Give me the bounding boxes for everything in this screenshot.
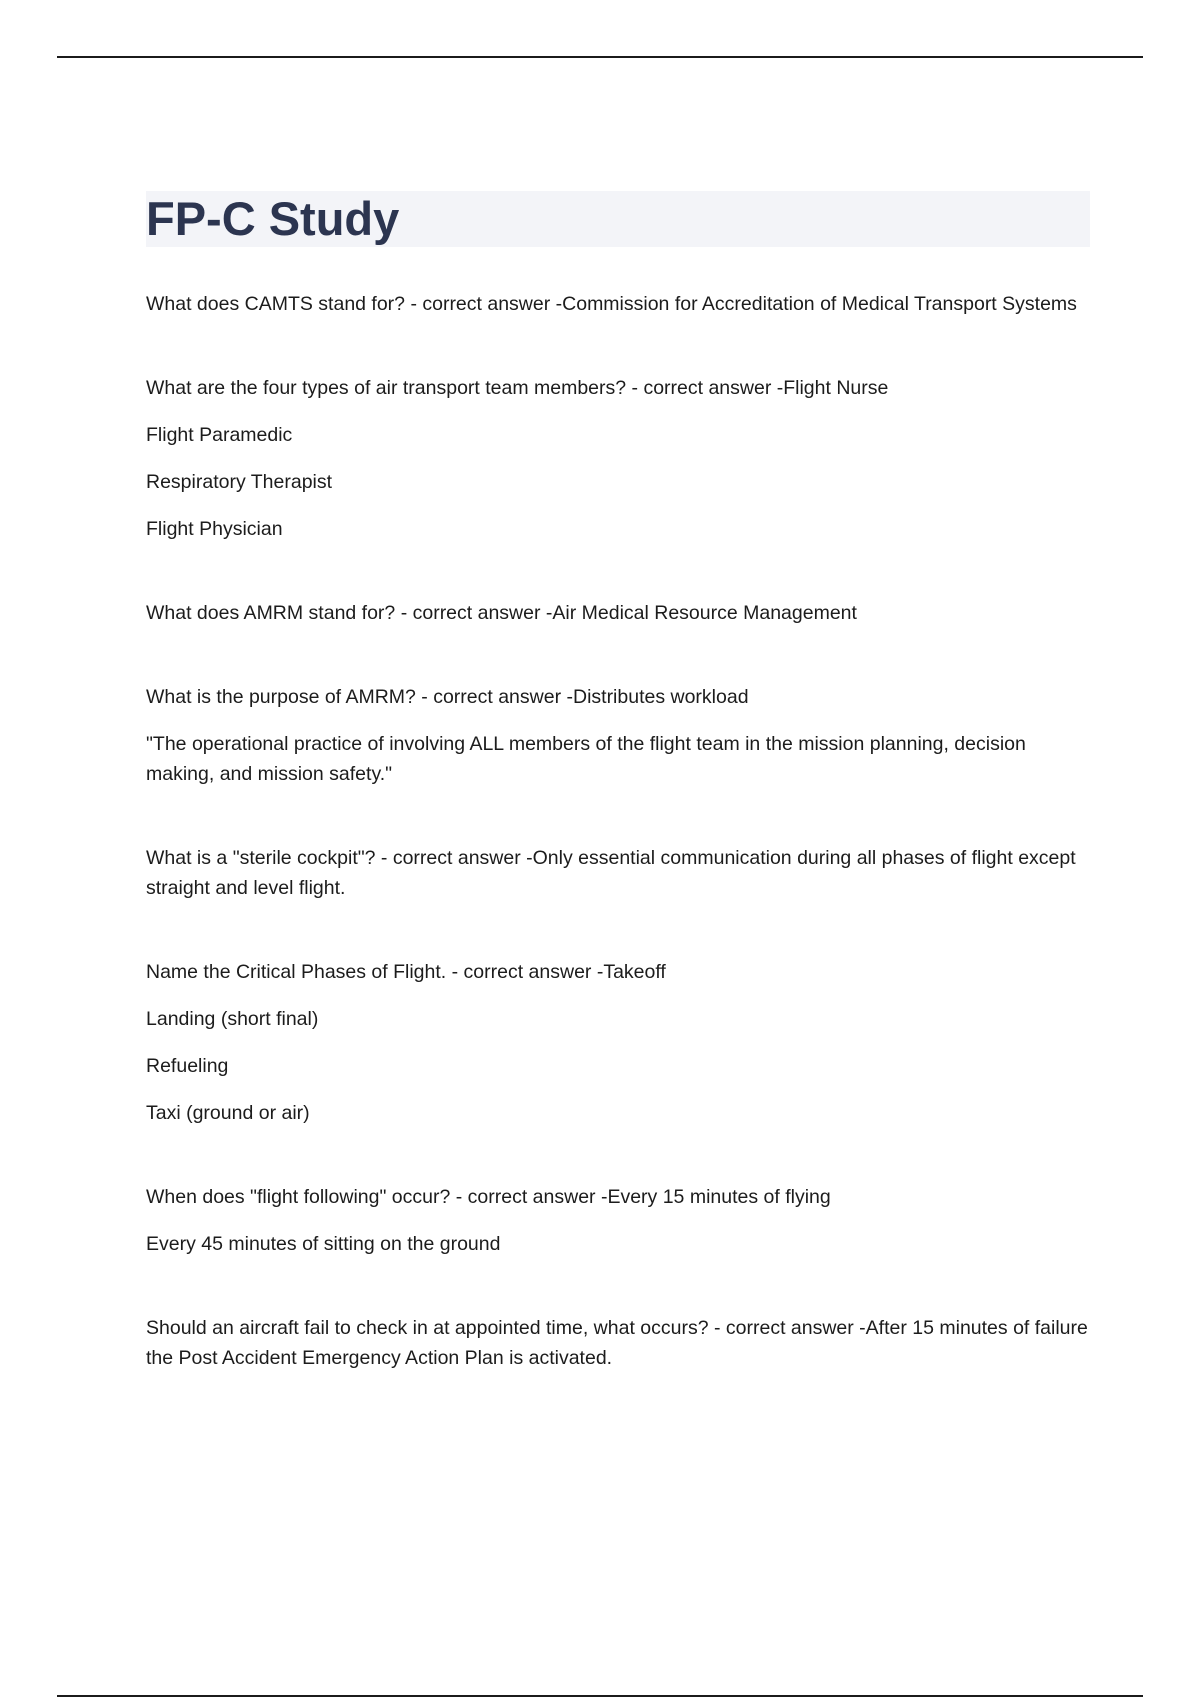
qa-line: Respiratory Therapist bbox=[146, 471, 333, 493]
qa-line: Name the Critical Phases of Flight. - correct answer -Takeoff bbox=[146, 961, 666, 983]
top-divider bbox=[57, 56, 1143, 58]
qa-item bbox=[146, 1313, 1090, 1373]
qa-line: Flight Physician bbox=[146, 518, 283, 540]
qa-line: Taxi (ground or air) bbox=[146, 1102, 310, 1124]
qa-item bbox=[146, 843, 1090, 903]
qa-item bbox=[146, 957, 1090, 1128]
document-body bbox=[146, 191, 1090, 1427]
qa-item bbox=[146, 289, 1090, 319]
qa-line: Refueling bbox=[146, 1055, 229, 1077]
qa-line: "The operational practice of involving ALL members of the flight team in the mission planning, decision making, and mission safety." bbox=[146, 733, 1026, 785]
qa-item bbox=[146, 598, 1090, 628]
title-banner bbox=[146, 191, 1090, 247]
qa-item bbox=[146, 373, 1090, 544]
qa-line: Should an aircraft fail to check in at appointed time, what occurs? - correct answer -After 15 minutes of failure the Post Accident Emergency Action Plan is activated. bbox=[146, 1317, 1088, 1369]
qa-line: What are the four types of air transport team members? - correct answer -Flight Nurse bbox=[146, 377, 889, 399]
qa-line: What does AMRM stand for? - correct answer -Air Medical Resource Management bbox=[146, 602, 857, 624]
page-title: FP-C Study bbox=[146, 192, 400, 245]
qa-line: Landing (short final) bbox=[146, 1008, 319, 1030]
qa-item bbox=[146, 1182, 1090, 1259]
qa-line: What is a "sterile cockpit"? - correct answer -Only essential communication during all phases of flight except straight and level flight. bbox=[146, 847, 1076, 899]
bottom-divider bbox=[57, 1695, 1143, 1697]
qa-line: When does "flight following" occur? - correct answer -Every 15 minutes of flying bbox=[146, 1186, 831, 1208]
qa-item bbox=[146, 682, 1090, 789]
qa-line: What does CAMTS stand for? - correct answer -Commission for Accreditation of Medical Transport Systems bbox=[146, 293, 1077, 315]
qa-line: Every 45 minutes of sitting on the ground bbox=[146, 1233, 501, 1255]
qa-line: What is the purpose of AMRM? - correct answer -Distributes workload bbox=[146, 686, 749, 708]
qa-line: Flight Paramedic bbox=[146, 424, 293, 446]
